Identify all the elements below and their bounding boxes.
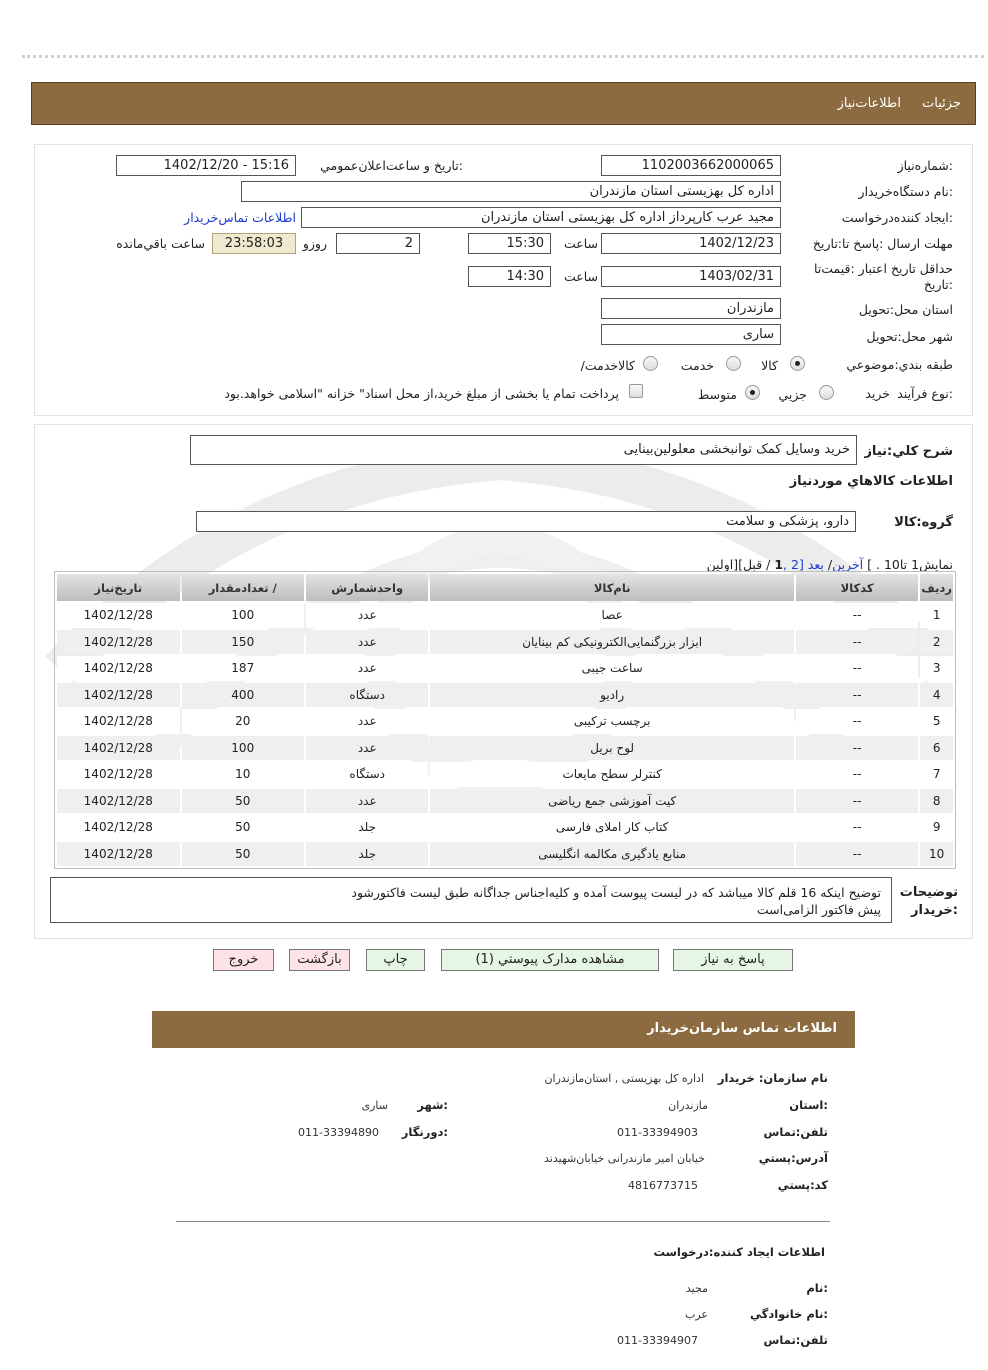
pagination-next-link[interactable]: بعد [807, 557, 824, 572]
cell-unit: دستگاه [306, 762, 428, 787]
page-header [31, 82, 976, 125]
cell-date: 1402/12/28 [57, 762, 180, 787]
cell-code: -- [796, 815, 918, 840]
category-goods-label: کالا [761, 358, 778, 373]
goods-table [54, 571, 956, 869]
goods-section-title: اطلاعات کالاهاي موردنياز [789, 474, 953, 489]
category-goods-service-radio[interactable] [643, 356, 658, 371]
creator-phone-value: 011-33394907 [617, 1334, 698, 1347]
phone-label: تلفن:تماس [763, 1125, 828, 1139]
province-contact-value: مازندران [668, 1099, 708, 1112]
org-label: نام سازمان: خريدار [717, 1071, 828, 1085]
cell-code: -- [796, 683, 918, 708]
description-line-1: توضیح اینکه 16 قلم کالا میباشد که در لیست پیوست آمده و کلیه‌اجناس جداگانه طبق لیست فاکتورشود [351, 885, 881, 900]
city-field: ساری [601, 324, 781, 345]
cell-date: 1402/12/28 [57, 683, 180, 708]
table-row [57, 709, 953, 734]
col-name: نام‌کالا [430, 574, 793, 601]
cell-name: کتاب کار املای فارسی [430, 815, 793, 840]
creator-name-value: مجید [685, 1282, 708, 1295]
fax-label: دورنگار: [401, 1125, 448, 1139]
cell-qty: 100 [182, 603, 304, 628]
cell-unit: عدد [306, 709, 428, 734]
col-row: رديف [920, 574, 953, 601]
province-contact-label: استان: [789, 1098, 828, 1112]
cell-name: کنترلر سطح مایعات [430, 762, 793, 787]
need-number-label: شماره‌نياز: [897, 158, 953, 173]
cell-name: عصا [430, 603, 793, 628]
cell-date: 1402/12/28 [57, 736, 180, 761]
cell-unit: دستگاه [306, 683, 428, 708]
cell-date: 1402/12/28 [57, 815, 180, 840]
creator-info-title: اطلاعات ايجاد کننده:درخواست [653, 1245, 825, 1259]
tab-need-info[interactable]: اطلاعات‌نياز [837, 96, 901, 111]
cell-qty: 150 [182, 630, 304, 655]
buyer-org-field: اداره کل بهزیستی استان مازندران [241, 181, 781, 202]
cell-row: 9 [920, 815, 953, 840]
summary-label: شرح کلي:نياز [864, 444, 953, 459]
cell-row: 10 [920, 842, 953, 867]
cell-name: کیت آموزشی جمع ریاضی [430, 789, 793, 814]
cell-date: 1402/12/28 [57, 842, 180, 867]
pagination-page-2[interactable]: [2 , [783, 557, 808, 572]
cell-unit: جلد [306, 842, 428, 867]
description-line-2: پیش فاکتور الزامی‌است [756, 902, 881, 917]
cell-date: 1402/12/28 [57, 656, 180, 681]
cell-unit: عدد [306, 630, 428, 655]
cell-date: 1402/12/28 [57, 603, 180, 628]
announce-label: تاريخ و ساعت‌اعلان‌عمومي: [320, 158, 463, 173]
table-row [57, 842, 953, 867]
cell-row: 7 [920, 762, 953, 787]
process-minor-radio[interactable] [819, 385, 834, 400]
pagination-first-prev-label[interactable]: / قبل][اولين [706, 557, 775, 572]
cell-row: 3 [920, 656, 953, 681]
tab-details[interactable]: جزئيات [922, 96, 961, 111]
announce-field: 1402/12/20 - 15:16 [116, 155, 296, 176]
province-label: استان محل:تحويل [858, 302, 953, 317]
view-attachments-button[interactable]: مشاهده مدارک پيوستي (1) [441, 949, 659, 971]
org-value: اداره کل بهزیستی , استان‌مازندران [544, 1072, 704, 1085]
treasury-payment-checkbox[interactable] [629, 384, 643, 398]
description-box [50, 877, 892, 923]
cell-code: -- [796, 736, 918, 761]
process-minor-label: جزيي [778, 387, 807, 402]
col-unit: واحدشمارش [306, 574, 428, 601]
pagination-sep: / [823, 557, 833, 572]
category-service-radio[interactable] [726, 356, 741, 371]
cell-name: منابع یادگیری مکالمه انگلیسی [430, 842, 793, 867]
cell-row: 6 [920, 736, 953, 761]
cell-qty: 50 [182, 842, 304, 867]
validity-label: حداقل تاريخ اعتبار :قيمت‌تا تاريخ: [813, 261, 953, 292]
cell-code: -- [796, 789, 918, 814]
pagination-current: 1 [774, 557, 784, 572]
cell-name: برچسب ترکیبی [430, 709, 793, 734]
cell-code: -- [796, 709, 918, 734]
cell-code: -- [796, 603, 918, 628]
cell-unit: عدد [306, 789, 428, 814]
cell-row: 4 [920, 683, 953, 708]
cell-row: 5 [920, 709, 953, 734]
cell-qty: 100 [182, 736, 304, 761]
table-row [57, 683, 953, 708]
description-label: توضيحات :خريدار [899, 885, 958, 918]
cell-code: -- [796, 762, 918, 787]
cell-unit: جلد [306, 815, 428, 840]
cell-code: -- [796, 656, 918, 681]
deadline-date-field: 1402/12/23 [601, 233, 781, 254]
postal-label: کد:پستي [777, 1178, 828, 1192]
top-divider [22, 55, 984, 58]
col-code: کدکالا [796, 574, 918, 601]
cell-name: لوح بریل [430, 736, 793, 761]
category-goods-service-label: /کالاخدمت [580, 358, 635, 373]
table-row [57, 815, 953, 840]
cell-date: 1402/12/28 [57, 789, 180, 814]
pagination-text [707, 557, 953, 572]
process-medium-label: متوسط [697, 387, 737, 402]
cell-unit: عدد [306, 603, 428, 628]
cell-qty: 50 [182, 815, 304, 840]
contact-header [152, 1011, 855, 1048]
remaining-timer: 23:58:03 [212, 233, 296, 254]
creator-family-value: عرب [685, 1308, 708, 1321]
deadline-label: مهلت ارسال :پاسخ تا:تاريخ [812, 236, 953, 251]
cell-unit: عدد [306, 656, 428, 681]
cell-date: 1402/12/28 [57, 630, 180, 655]
cell-unit: عدد [306, 736, 428, 761]
table-row [57, 736, 953, 761]
col-qty: / تعدادمقدار [182, 574, 304, 601]
address-label: آدرس:پستي [758, 1151, 828, 1165]
deadline-time-label: ساعت [563, 236, 598, 251]
days-label: روزو [302, 236, 327, 251]
days-field: 2 [336, 233, 420, 254]
col-date: تاريخ‌نياز [57, 574, 180, 601]
process-buy-label: خريد [865, 386, 890, 401]
reply-button[interactable]: پاسخ به نياز [673, 949, 793, 971]
treasury-payment-note: پرداخت تمام يا بخشی از مبلغ خريد،از محل اسناد" خزانه "اسلامی خواهد.بود [224, 386, 619, 401]
creator-phone-label: تلفن:تماس [763, 1333, 828, 1347]
city-contact-value: ساری [361, 1099, 388, 1112]
cell-date: 1402/12/28 [57, 709, 180, 734]
creator-field: مجید عرب کارپرداز اداره کل بهزیستی استان مازندران [301, 207, 781, 228]
print-button[interactable]: چاپ [366, 949, 425, 971]
contact-divider [176, 1221, 830, 1222]
cell-row: 8 [920, 789, 953, 814]
cell-name: رادیو [430, 683, 793, 708]
postal-value: 4816773715 [628, 1179, 698, 1192]
table-row [57, 789, 953, 814]
cell-qty: 187 [182, 656, 304, 681]
back-button[interactable]: بازگشت [289, 949, 350, 971]
summary-field: خرید وسایل کمک توانبخشی معلولین‌بینایی [190, 435, 857, 465]
category-service-label: خدمت [680, 358, 714, 373]
city-contact-label: شهر: [417, 1098, 448, 1112]
validity-date-field: 1403/02/31 [601, 266, 781, 287]
cell-code: -- [796, 842, 918, 867]
table-row [57, 656, 953, 681]
city-label: شهر محل:تحويل [866, 329, 953, 344]
goods-group-label: گروه:کالا [894, 515, 953, 530]
pagination-last-link[interactable]: آخرين [832, 557, 864, 572]
creator-name-label: نام: [806, 1281, 828, 1295]
goods-group-field: دارو، پزشکی و سلامت [196, 511, 856, 532]
cell-qty: 400 [182, 683, 304, 708]
validity-time-field: 14:30 [468, 266, 551, 287]
process-label: نوع فرآيند: [897, 386, 953, 401]
buyer-contact-link[interactable]: اطلاعات تماس‌خريدار [184, 210, 296, 225]
phone-value: 011-33394903 [617, 1126, 698, 1139]
address-value: خیابان امیر مازندرانی خیابان‌شهیدند [544, 1152, 705, 1165]
cell-qty: 20 [182, 709, 304, 734]
deadline-time-field: 15:30 [468, 233, 551, 254]
cell-row: 1 [920, 603, 953, 628]
cell-qty: 50 [182, 789, 304, 814]
table-row [57, 762, 953, 787]
cell-name: ابزار بزرگنمایی‌الکترونیکی کم بینایان [430, 630, 793, 655]
province-field: مازندران [601, 298, 781, 319]
pagination-range: نمايش1 تا10 . ] [863, 557, 953, 572]
process-medium-radio[interactable] [745, 385, 760, 400]
table-row [57, 630, 953, 655]
creator-label: ايجاد کننده‌درخواست: [841, 210, 953, 225]
category-label: طبقه بندي:موضوعي [846, 357, 953, 372]
category-goods-radio[interactable] [790, 356, 805, 371]
cell-row: 2 [920, 630, 953, 655]
fax-value: 011-33394890 [298, 1126, 379, 1139]
need-number-field: 1102003662000065 [601, 155, 781, 176]
buyer-org-label: نام دستگاه‌خريدار: [858, 184, 953, 199]
cell-qty: 10 [182, 762, 304, 787]
creator-family-label: نام خانوادگي: [750, 1307, 828, 1321]
remaining-label: ساعت باقي‌مانده [116, 236, 205, 251]
validity-time-label: ساعت [563, 269, 598, 284]
table-header-row [57, 574, 953, 601]
contact-title: اطلاعات تماس سازمان‌خريدار [647, 1021, 837, 1036]
cell-name: ساعت جیبی [430, 656, 793, 681]
exit-button[interactable]: خروج [213, 949, 274, 971]
table-row [57, 603, 953, 628]
cell-code: -- [796, 630, 918, 655]
